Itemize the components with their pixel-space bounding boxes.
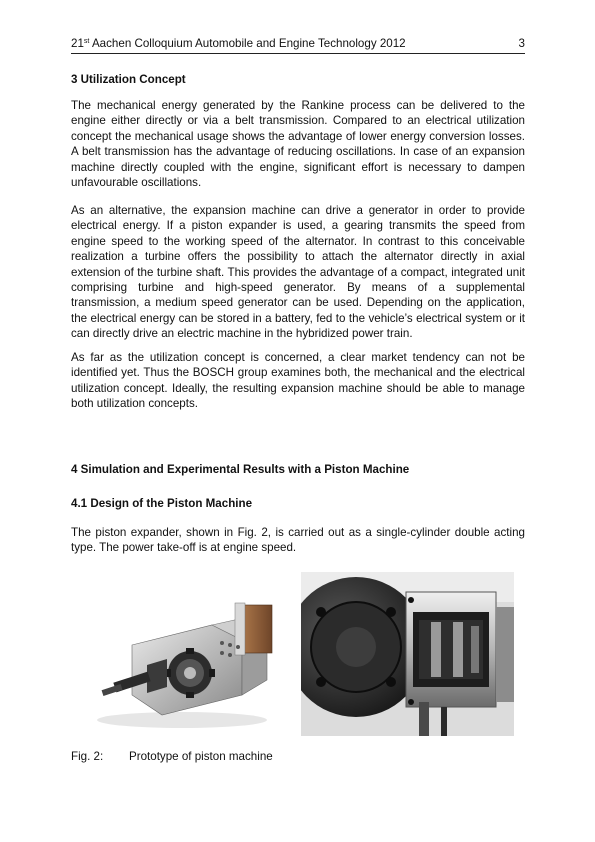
paragraph: The piston expander, shown in Fig. 2, is carried out as a single-cylinder double acting type. The power take-off is at engine speed. [71, 526, 525, 555]
section-heading-3: 3 Utilization Concept [71, 73, 186, 86]
page-number: 3 [518, 37, 525, 50]
paragraph: The mechanical energy generated by the Rankine process can be delivered to the engine either directly or via a belt transmission. Compared to an electrical utilization concept the mechanical usage shows the advantage of lower energy conversion losses. A belt transmission has the advantage of reducing oscillations. In case of an expansion machine directly coupled with the engine, significant effort is necessary to dampen unfavourable oscillations. [71, 99, 525, 190]
figure-image-piston-closeup [301, 572, 514, 736]
figure-image-prototype-render [92, 585, 292, 735]
figure-caption [71, 750, 273, 763]
paragraph: As an alternative, the expansion machine can drive a generator in order to provide electrical energy. If a piston expander is used, a gearing transmits the speed from engine speed to the working speed of the alternator. In contrast to this conceivable realization a turbine offers the possibility to attach the alternator directly in axial extension of the turbine shaft. This provides the advantage of a compact, integrated unit comprising turbine and high-speed generator. By means of a supplemental transmission, a medium speed generator can be used. Depending on the application, the electrical energy can be stored in a battery, fed to the vehicle’s electrical system or it can directly drive an electric machine in the hybridized power train. [71, 204, 525, 341]
section-heading-4: 4 Simulation and Experimental Results with a Piston Machine [71, 463, 410, 476]
figure-caption-text: Prototype of piston machine [129, 750, 273, 763]
figure-label: Fig. 2: [71, 750, 104, 763]
header-title: 21st Aachen Colloquium Automobile and Engine Technology 2012 [71, 37, 406, 50]
paragraph: As far as the utilization concept is concerned, a clear market tendency can not be identified yet. Thus the BOSCH group examines both, the mechanical and the electrical utilization concept. Ideally, the resulting expansion machine should be able to manage both utilization concepts. [71, 351, 525, 411]
running-header [71, 37, 525, 54]
subsection-heading-4-1: 4.1 Design of the Piston Machine [71, 497, 253, 510]
